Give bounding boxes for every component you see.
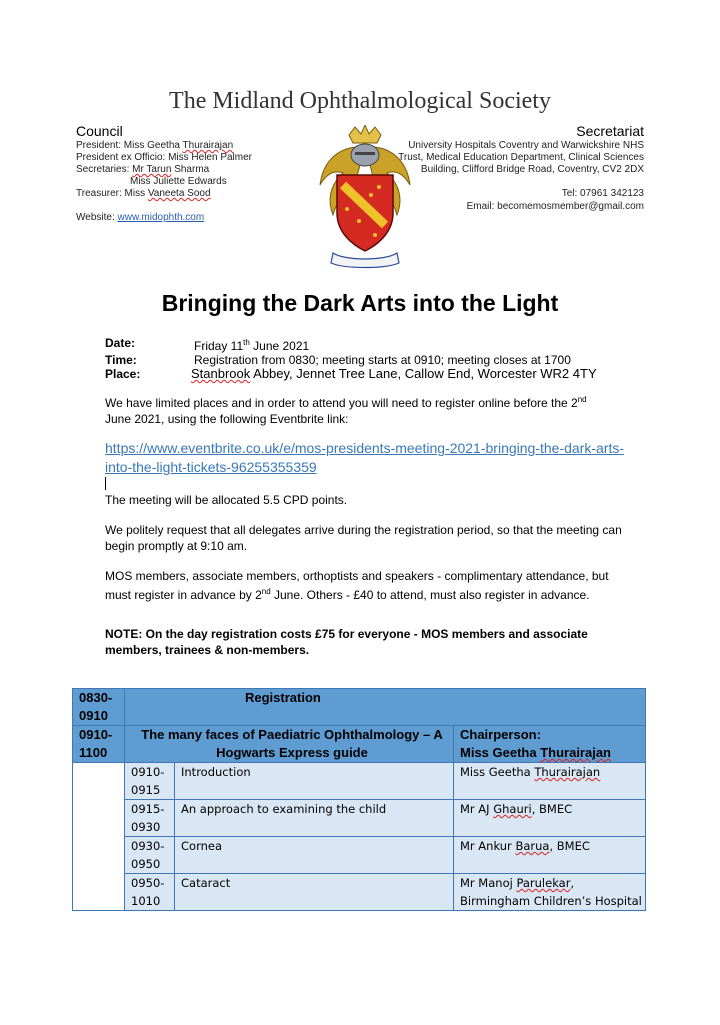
society-crest-image: [315, 125, 415, 270]
registration-row: [73, 689, 646, 726]
blank-cell: [73, 763, 125, 911]
place-row: Place: Stanbrook Abbey, Jennet Tree Lane, Callow End, Worcester WR2 4TY: [105, 366, 597, 381]
council-list: [76, 140, 252, 200]
talk-time: 0950- 1010: [125, 874, 175, 911]
council-heading: Council: [76, 123, 123, 139]
council-president: President: Miss Geetha Thurairajan: [76, 140, 234, 151]
talk-row: [73, 800, 646, 837]
event-details: [105, 336, 597, 381]
council-secretary-2: Miss Juliette Edwards: [130, 176, 227, 187]
society-name: The Midland Ophthalmological Society: [169, 88, 551, 114]
talk-row: [73, 874, 646, 911]
council-treasurer: Treasurer: Miss Vaneeta Sood: [76, 188, 211, 199]
secretariat-heading: Secretariat: [576, 123, 644, 139]
date-row: Date: Friday 11th June 2021: [105, 336, 310, 353]
talk-row: [73, 763, 646, 800]
session-title: The many faces of Paediatric Ophthalmology – A Hogwarts Express guide: [125, 726, 454, 763]
talk-speaker: Mr Ankur Barua, BMEC: [454, 837, 646, 874]
time-row: Time: Registration from 0830; meeting starts at 0910; meeting closes at 1700: [105, 353, 571, 367]
talk-title: Cornea: [175, 837, 454, 874]
secretariat-address: University Hospitals Coventry and Warwickshire NHS Trust, Medical Education Department, Clinical Sciences Building, Clifford Bridge Road, Coventry, CV2 2DX: [398, 140, 644, 175]
website-line: Website: www.midophth.com: [76, 212, 205, 223]
event-title: Bringing the Dark Arts into the Light: [161, 290, 559, 316]
council-president-ex-officio: President ex Officio: Miss Helen Palmer: [76, 152, 252, 163]
registration-title: Registration: [125, 689, 646, 726]
talk-speaker: Mr AJ Ghauri, BMEC: [454, 800, 646, 837]
talk-title: Introduction: [175, 763, 454, 800]
note-paragraph: NOTE: On the day registration costs £75 for everyone - MOS members and associate members, trainees & non-members.: [105, 627, 588, 657]
session-row: [73, 726, 646, 763]
registration-paragraph: We have limited places and in order to attend you will need to register online before the 2nd June 2021, using the following Eventbrite link:: [105, 395, 587, 426]
talk-speaker: Miss Geetha Thurairajan: [454, 763, 646, 800]
talk-time: 0910- 0915: [125, 763, 175, 800]
website-link[interactable]: www.midophth.com: [117, 212, 205, 223]
eventbrite-link[interactable]: https://www.eventbrite.co.uk/e/mos-presidents-meeting-2021-bringing-the-dark-arts-into-the-light-tickets-96255355359: [105, 440, 625, 475]
registration-time: 0830- 0910: [73, 689, 125, 726]
talk-title: Cataract: [175, 874, 454, 911]
secretariat-tel: Tel: 07961 342123: [561, 188, 644, 199]
session-chair: Chairperson: Miss Geetha Thurairajan: [454, 726, 646, 763]
talk-title: An approach to examining the child: [175, 800, 454, 837]
talk-speaker: Mr Manoj Parulekar, Birmingham Children’s Hospital: [454, 874, 646, 911]
talk-row: [73, 837, 646, 874]
attendance-paragraph: MOS members, associate members, orthoptists and speakers - complimentary attendance, but must register in advance by 2nd June. Others - £40 to attend, must also register in advance.: [105, 569, 609, 602]
talk-time: 0930- 0950: [125, 837, 175, 874]
cpd-paragraph: The meeting will be allocated 5.5 CPD points.: [105, 493, 348, 507]
arrival-paragraph: We politely request that all delegates arrive during the registration period, so that the meeting can begin promptly at 9:10 am.: [105, 523, 622, 553]
secretariat-email: Email: becomemosmember@gmail.com: [466, 201, 644, 212]
session-time: 0910- 1100: [73, 726, 125, 763]
council-secretaries: Secretaries: Mr Tarun Sharma: [76, 164, 210, 175]
text-cursor: [105, 477, 106, 490]
talk-time: 0915- 0930: [125, 800, 175, 837]
programme-table: [72, 688, 646, 911]
